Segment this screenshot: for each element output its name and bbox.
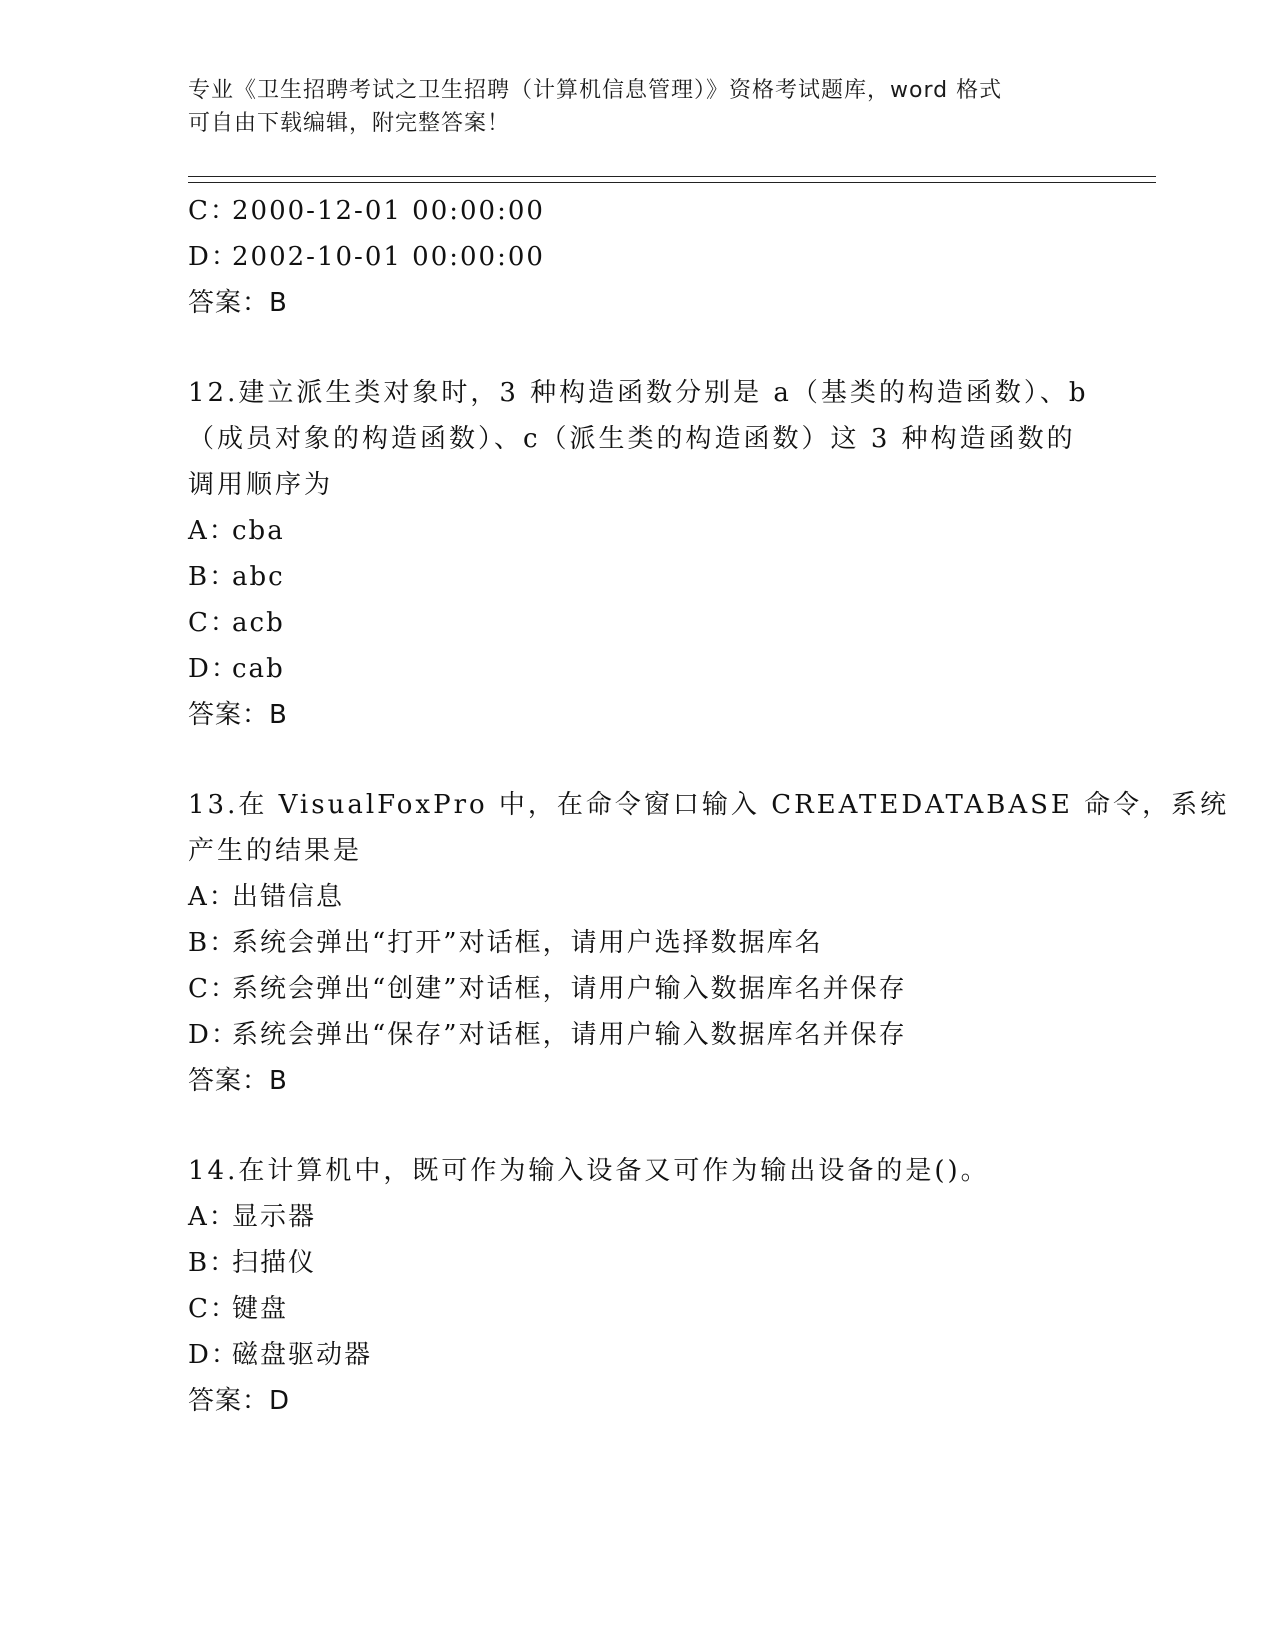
stem-line: （成员对象的构造函数）、c（派生类的构造函数）这 3 种构造函数的 — [188, 424, 1076, 454]
option-text: 扫描仪 — [232, 1248, 317, 1278]
question-stem — [188, 370, 1088, 508]
option-a — [188, 874, 1088, 920]
question-12 — [188, 370, 1088, 738]
stem-line: 调用顺序为 — [188, 470, 334, 500]
stem-line: 12.建立派生类对象时，3 种构造函数分别是 a（基类的构造函数）、b — [188, 378, 1089, 408]
option-key: D： — [188, 1340, 239, 1370]
option-key: B： — [188, 1248, 238, 1278]
question-11-continuation — [188, 188, 1088, 326]
option-c — [188, 1286, 1088, 1332]
option-text: 系统会弹出“打开”对话框，请用户选择数据库名 — [232, 928, 823, 958]
question-stem — [188, 782, 1230, 874]
option-text: abc — [232, 562, 285, 592]
question-14 — [188, 1148, 1088, 1424]
option-key: D： — [188, 654, 239, 684]
option-d — [188, 234, 1088, 280]
option-key: C： — [188, 974, 238, 1004]
option-text: 2002-10-01 00:00:00 — [232, 242, 545, 272]
header-divider-bottom — [188, 182, 1156, 183]
question-13 — [188, 782, 1230, 1104]
option-text: 键盘 — [232, 1294, 289, 1324]
option-a — [188, 1194, 1088, 1240]
option-key: A： — [188, 882, 237, 912]
option-key: D： — [188, 1020, 239, 1050]
option-c — [188, 966, 1088, 1012]
document-header — [188, 74, 1088, 140]
option-key: B： — [188, 562, 238, 592]
option-a — [188, 508, 1088, 554]
option-b — [188, 554, 1088, 600]
option-text: 磁盘驱动器 — [232, 1340, 373, 1370]
option-key: D： — [188, 242, 239, 272]
option-b — [188, 920, 1088, 966]
header-line-1: 专业《卫生招聘考试之卫生招聘（计算机信息管理）》资格考试题库，word 格式 — [188, 78, 1003, 103]
option-text: 系统会弹出“保存”对话框，请用户输入数据库名并保存 — [232, 1020, 907, 1050]
option-key: C： — [188, 1294, 238, 1324]
option-text: 系统会弹出“创建”对话框，请用户输入数据库名并保存 — [232, 974, 907, 1004]
option-text: 显示器 — [232, 1202, 317, 1232]
option-text: acb — [232, 608, 285, 638]
stem-line: 13.在 VisualFoxPro 中，在命令窗口输入 CREATEDATABASE 命令，系统 — [188, 790, 1230, 820]
option-key: C： — [188, 608, 238, 638]
option-text: 出错信息 — [232, 882, 345, 912]
stem-line: 14.在计算机中，既可作为输入设备又可作为输出设备的是()。 — [188, 1156, 990, 1186]
option-key: C： — [188, 196, 238, 226]
answer-line: 答案：D — [188, 1386, 291, 1416]
answer-line: 答案：B — [188, 700, 288, 730]
option-c — [188, 188, 1088, 234]
stem-line: 产生的结果是 — [188, 836, 363, 866]
option-key: B： — [188, 928, 238, 958]
header-line-2: 可自由下载编辑，附完整答案！ — [188, 111, 511, 136]
option-c — [188, 600, 1088, 646]
option-text: cba — [232, 516, 285, 546]
option-text: cab — [232, 654, 285, 684]
option-text: 2000-12-01 00:00:00 — [232, 196, 545, 226]
option-key: A： — [188, 1202, 237, 1232]
header-divider-top — [188, 176, 1156, 177]
option-d — [188, 646, 1088, 692]
option-d — [188, 1332, 1088, 1378]
option-key: A： — [188, 516, 237, 546]
option-b — [188, 1240, 1088, 1286]
answer-line: 答案：B — [188, 288, 288, 318]
question-stem — [188, 1148, 1088, 1194]
answer-line: 答案：B — [188, 1066, 288, 1096]
question-list — [188, 188, 1230, 1424]
option-d — [188, 1012, 1088, 1058]
